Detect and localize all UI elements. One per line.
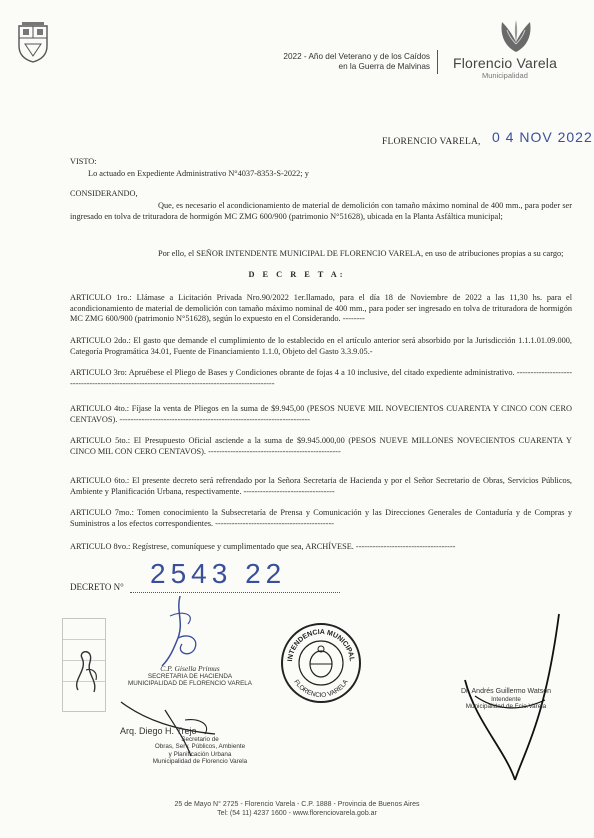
considerando-paragraph-1: Que, es necesario el acondicionamiento de material de demolición con tamaño máximo nominal de 400 mm., para poder ser ingresado en tolva de trituradora de hormigón MC ZMG 600/900 (patrimonio N°51628), ubicada en la Planta Asfáltica municipal; bbox=[70, 201, 572, 221]
seal-top-text: INTENDENCIA MUNICIPAL bbox=[287, 628, 356, 662]
article-8: ARTICULO 8vo.: Regístrese, comuníquese y cumplimentado que sea, ARCHÍVESE. ------------------------------------ bbox=[70, 542, 456, 551]
decreta-heading: D E C R E T A: bbox=[248, 270, 346, 279]
signature-primus-block: C.P. Gisella Primus SECRETARIA DE HACIENDA MUNICIPALIDAD DE FLORENCIO VARELA bbox=[128, 664, 252, 688]
municipal-crest-icon bbox=[16, 22, 50, 64]
decreto-label: DECRETO N° bbox=[70, 582, 124, 592]
visto-text: Lo actuado en Expediente Administrativo N°4037-8353-S-2022; y bbox=[88, 169, 309, 178]
signature-trejo-block: Arq. Diego H. Trejo Secretario de Obras, Serv. Públicos, Ambiente y Planificación Urbana Municipalidad de Florencio Varela bbox=[120, 726, 248, 766]
seal-bottom-text: FLORENCIO VARELA bbox=[292, 678, 350, 700]
article-5: ARTICULO 5to.: El Presupuesto Oficial asciende a la suma de $9.945.000,00 (PESOS NUEVE MILLONES NOVECIENTOS CUARENTA Y CINCO MIL CON CERO CENTAVOS). ------------------------------------------------ bbox=[70, 436, 572, 456]
considerando-heading: CONSIDERANDO, bbox=[70, 189, 138, 198]
considerando-paragraph-2: Por ello, el SEÑOR INTENDENTE MUNICIPAL DE FLORENCIO VARELA, en uso de atribuciones propias a su cargo; bbox=[158, 249, 564, 258]
municipal-seal bbox=[280, 622, 362, 704]
decreto-number-stamp: 2543 22 bbox=[150, 558, 287, 589]
signature-watson-block: Dr. Andrés Guillermo Watson Intendente Municipalidad de Fcio.Varela bbox=[461, 688, 551, 711]
article-7: ARTICULO 7mo.: Tomen conocimiento la Subsecretaría de Prensa y Comunicación y las Direcciones Generales de Contaduría y de Compras y Suministros a los efectos correspondientes. ------------------------------------------- bbox=[70, 508, 572, 528]
date-city: FLORENCIO VARELA, bbox=[382, 137, 481, 147]
date-stamp: 0 4 NOV 2022 bbox=[492, 129, 593, 145]
visto-heading: VISTO: bbox=[70, 157, 97, 166]
header-divider bbox=[437, 50, 438, 74]
brand-subtitle: Municipalidad bbox=[482, 71, 528, 80]
article-3: ARTICULO 3ro: Apruébese el Pliego de Bases y Condiciones obrante de fojas 4 a 10 inclusive, del citado expediente administrativo. ---------------------------------------------------------------------------------------------- bbox=[70, 368, 572, 388]
initials-scribble bbox=[68, 640, 108, 705]
tulip-logo-icon bbox=[494, 18, 538, 54]
article-1: ARTICULO 1ro.: Llámase a Licitación Privada Nro.90/2022 1er.llamado, para el día 18 de Noviembre de 2022 a las 11,30 hs. para el acondicionamiento de material de demolición con tamaño máximo nominal de 400 mm., para poder ser ingresado en tolva de trituradora de hormigón MC ZMG 600/900 (patrimonio N°51628), según lo expuesto en el Considerando. -------- bbox=[70, 293, 572, 324]
footer-address: 25 de Mayo N° 2725 - Florencio Varela - C.P. 1888 - Provincia de Buenos Aires Tel: (54 11) 4237 1600 - www.florenciovarela.gob.ar bbox=[174, 801, 420, 817]
article-6: ARTICULO 6to.: El presente decreto será refrendado por la Señora Secretaria de Hacienda y por el Señor Secretario de Obras, Servicios Públicos, Ambiente y Planificación Urbana, respectivamente. --------------------------------- bbox=[70, 476, 572, 496]
article-4: ARTICULO 4to.: Fíjase la venta de Pliegos en la suma de $9.945,00 (PESOS NUEVE MIL NOVECIENTOS CUARENTA Y CINCO CON CERO CENTAVOS). --------------------------------------------------------------------- bbox=[70, 404, 572, 424]
brand-name: Florencio Varela bbox=[453, 55, 558, 71]
header-motto: 2022 - Año del Veterano y de los Caídos en la Guerra de Malvinas bbox=[283, 52, 430, 71]
article-2: ARTICULO 2do.: El gasto que demande el cumplimiento de lo establecido en el artículo anterior será absorbido por la Jurisdicción 1.1.1.01.09.000, Categoría Programática 34.01, Fuente de Financiamiento 1.1.0, Objeto del Gasto 3.3.9.05.- bbox=[70, 336, 572, 356]
